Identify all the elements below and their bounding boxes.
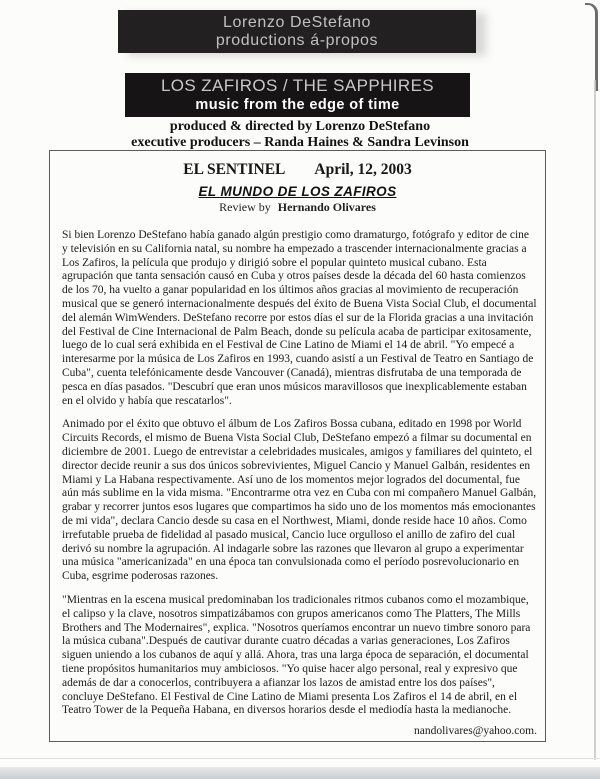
review-clipping-box — [49, 150, 546, 742]
review-paragraph-1: Si bien Lorenzo DeStefano había ganado algún prestigio como dramaturgo, fotógrafo y editor de cine y televisión en su California natal, su nombre ha empezado a trascender internacionalmente gracias a Los Zafiros, la película que produjo y dirigió sobre el popular quinteto musical cubano. Esta agrupación que tanta sensación causó en Cuba y otros países desde la década del 60 hasta comienzos de los 70, ha vuelto a ganar popularidad en los últimos años gracias al movimiento de recuperación musical que se generó internacionalmente después del éxito de Buena Vista Social Club, el documental del alemán WimWenders. DeStefano recorre por estos días el sur de la Florida gracias a una invitación del Festival de Cine Internacional de Palm Beach, donde su película acaba de participar exitosamente, luego de lo cual será exhibida en el Festival de Cine Latino de Miami el 14 de abril. "Yo empecé a interesarme por la música de Los Zafiros en 1993, cuando asistí a un Festival de Teatro en Santiago de Cuba", cuenta telefónicamente desde Vancouver (Canadá), mientras disfrutaba de una temporada de pesca en días pasados. "Descubrí que eran unos músicos maravillosos que inexplicablemente estaban en el olvido y había que rescatarlos". — [62, 229, 537, 407]
scan-bottom-band — [0, 767, 600, 779]
film-subtitle: music from the edge of time — [195, 97, 400, 113]
production-company-name: Lorenzo DeStefano — [222, 14, 372, 31]
production-company-banner — [118, 10, 476, 53]
scan-right-edge — [594, 80, 596, 760]
review-paragraph-2: Animado por el éxito que obtuvo el álbum de Los Zafiros Bossa cubana, editado en 1998 por World Circuits Records, el mismo de Buena Vista Social Club, DeStefano empezó a filmar su documental en diciembre de 2001. Luego de entrevistar a celebridades musicales, amigos y familiares del quinteto, el director decide reunir a sus dos únicos sobrevivientes, Miguel Cancio y Manuel Galbán, residentes en Miami y La Habana respectivamente. Así uno de los momentos mejor logrados del documental, fue aún más sublime en la vida misma. "Encontrarme otra vez en Cuba con mi compañero Manuel Galbán, grabar y recorrer juntos esos lugares que compartimos ha sido uno de los momentos más emocionantes de mi vida", declara Cancio desde su casa en el Northwest, Miami, donde reside hace 10 años. Como irrefutable prueba de fidelidad al pasado musical, Cancio luce orgulloso el anillo de zafiro del cual derivó su nombre la agrupación. Al indagarle sobre las razones que llevaron al grupo a experimentar una música "americanizada" en una época tan convulsionada como el período posrevolucionario en Cuba, esgrime poderosas razones. — [62, 418, 537, 583]
byline-prefix: Review by — [219, 200, 271, 214]
publication-name: EL SENTINEL — [183, 161, 285, 178]
film-title-banner — [125, 73, 470, 117]
publication-line — [50, 161, 545, 179]
credits-block — [0, 119, 600, 151]
review-headline: EL MUNDO DE LOS ZAFIROS — [198, 184, 397, 199]
credit-director: produced & directed by Lorenzo DeStefano — [169, 119, 431, 134]
review-paragraph-3: "Mientras en la escena musical predominaban los tradicionales ritmos cubanos como el mozambique, el calipso y la clave, nosotros simpatizábamos con grupos americanos como The Platters, The Mills Brothers and The Modernaires", explica. "Nosotros queríamos encontrar un nuevo timbre sonoro para la música cubana".Después de cautivar durante cuatro décadas a varias generaciones, Los Zafiros siguen uniendo a los cubanos de aquí y allá. Ahora, tras una larga época de separación, el documental tiene propósitos humanitarios muy ambiciosos. "Yo quise hacer algo personal, real y expresivo que además de dar a conocerlos, contribuyera a afianzar los lazos de amistad entre los dos países", concluye DeStefano. El Festival de Cine Latino de Miami presenta Los Zafiros el 14 de abril, en el Teatro Tower de la Pequeña Habana, en diversos horarios desde el mediodía hasta la medianoche. — [62, 593, 531, 717]
publication-date: April, 12, 2003 — [314, 161, 412, 178]
credit-producers: executive producers – Randa Haines & Sandra Levinson — [131, 135, 469, 150]
production-company-tagline: productions á-propos — [215, 32, 379, 49]
byline-author: Hernando Olivares — [277, 200, 376, 214]
reviewer-email: nandolivares@yahoo.com. — [413, 725, 537, 737]
scan-corner-curl — [585, 3, 598, 91]
film-title: LOS ZAFIROS / THE SAPPHIRES — [160, 76, 435, 95]
scan-bottom-line — [0, 758, 600, 759]
review-byline — [50, 200, 545, 215]
review-body — [62, 229, 537, 718]
